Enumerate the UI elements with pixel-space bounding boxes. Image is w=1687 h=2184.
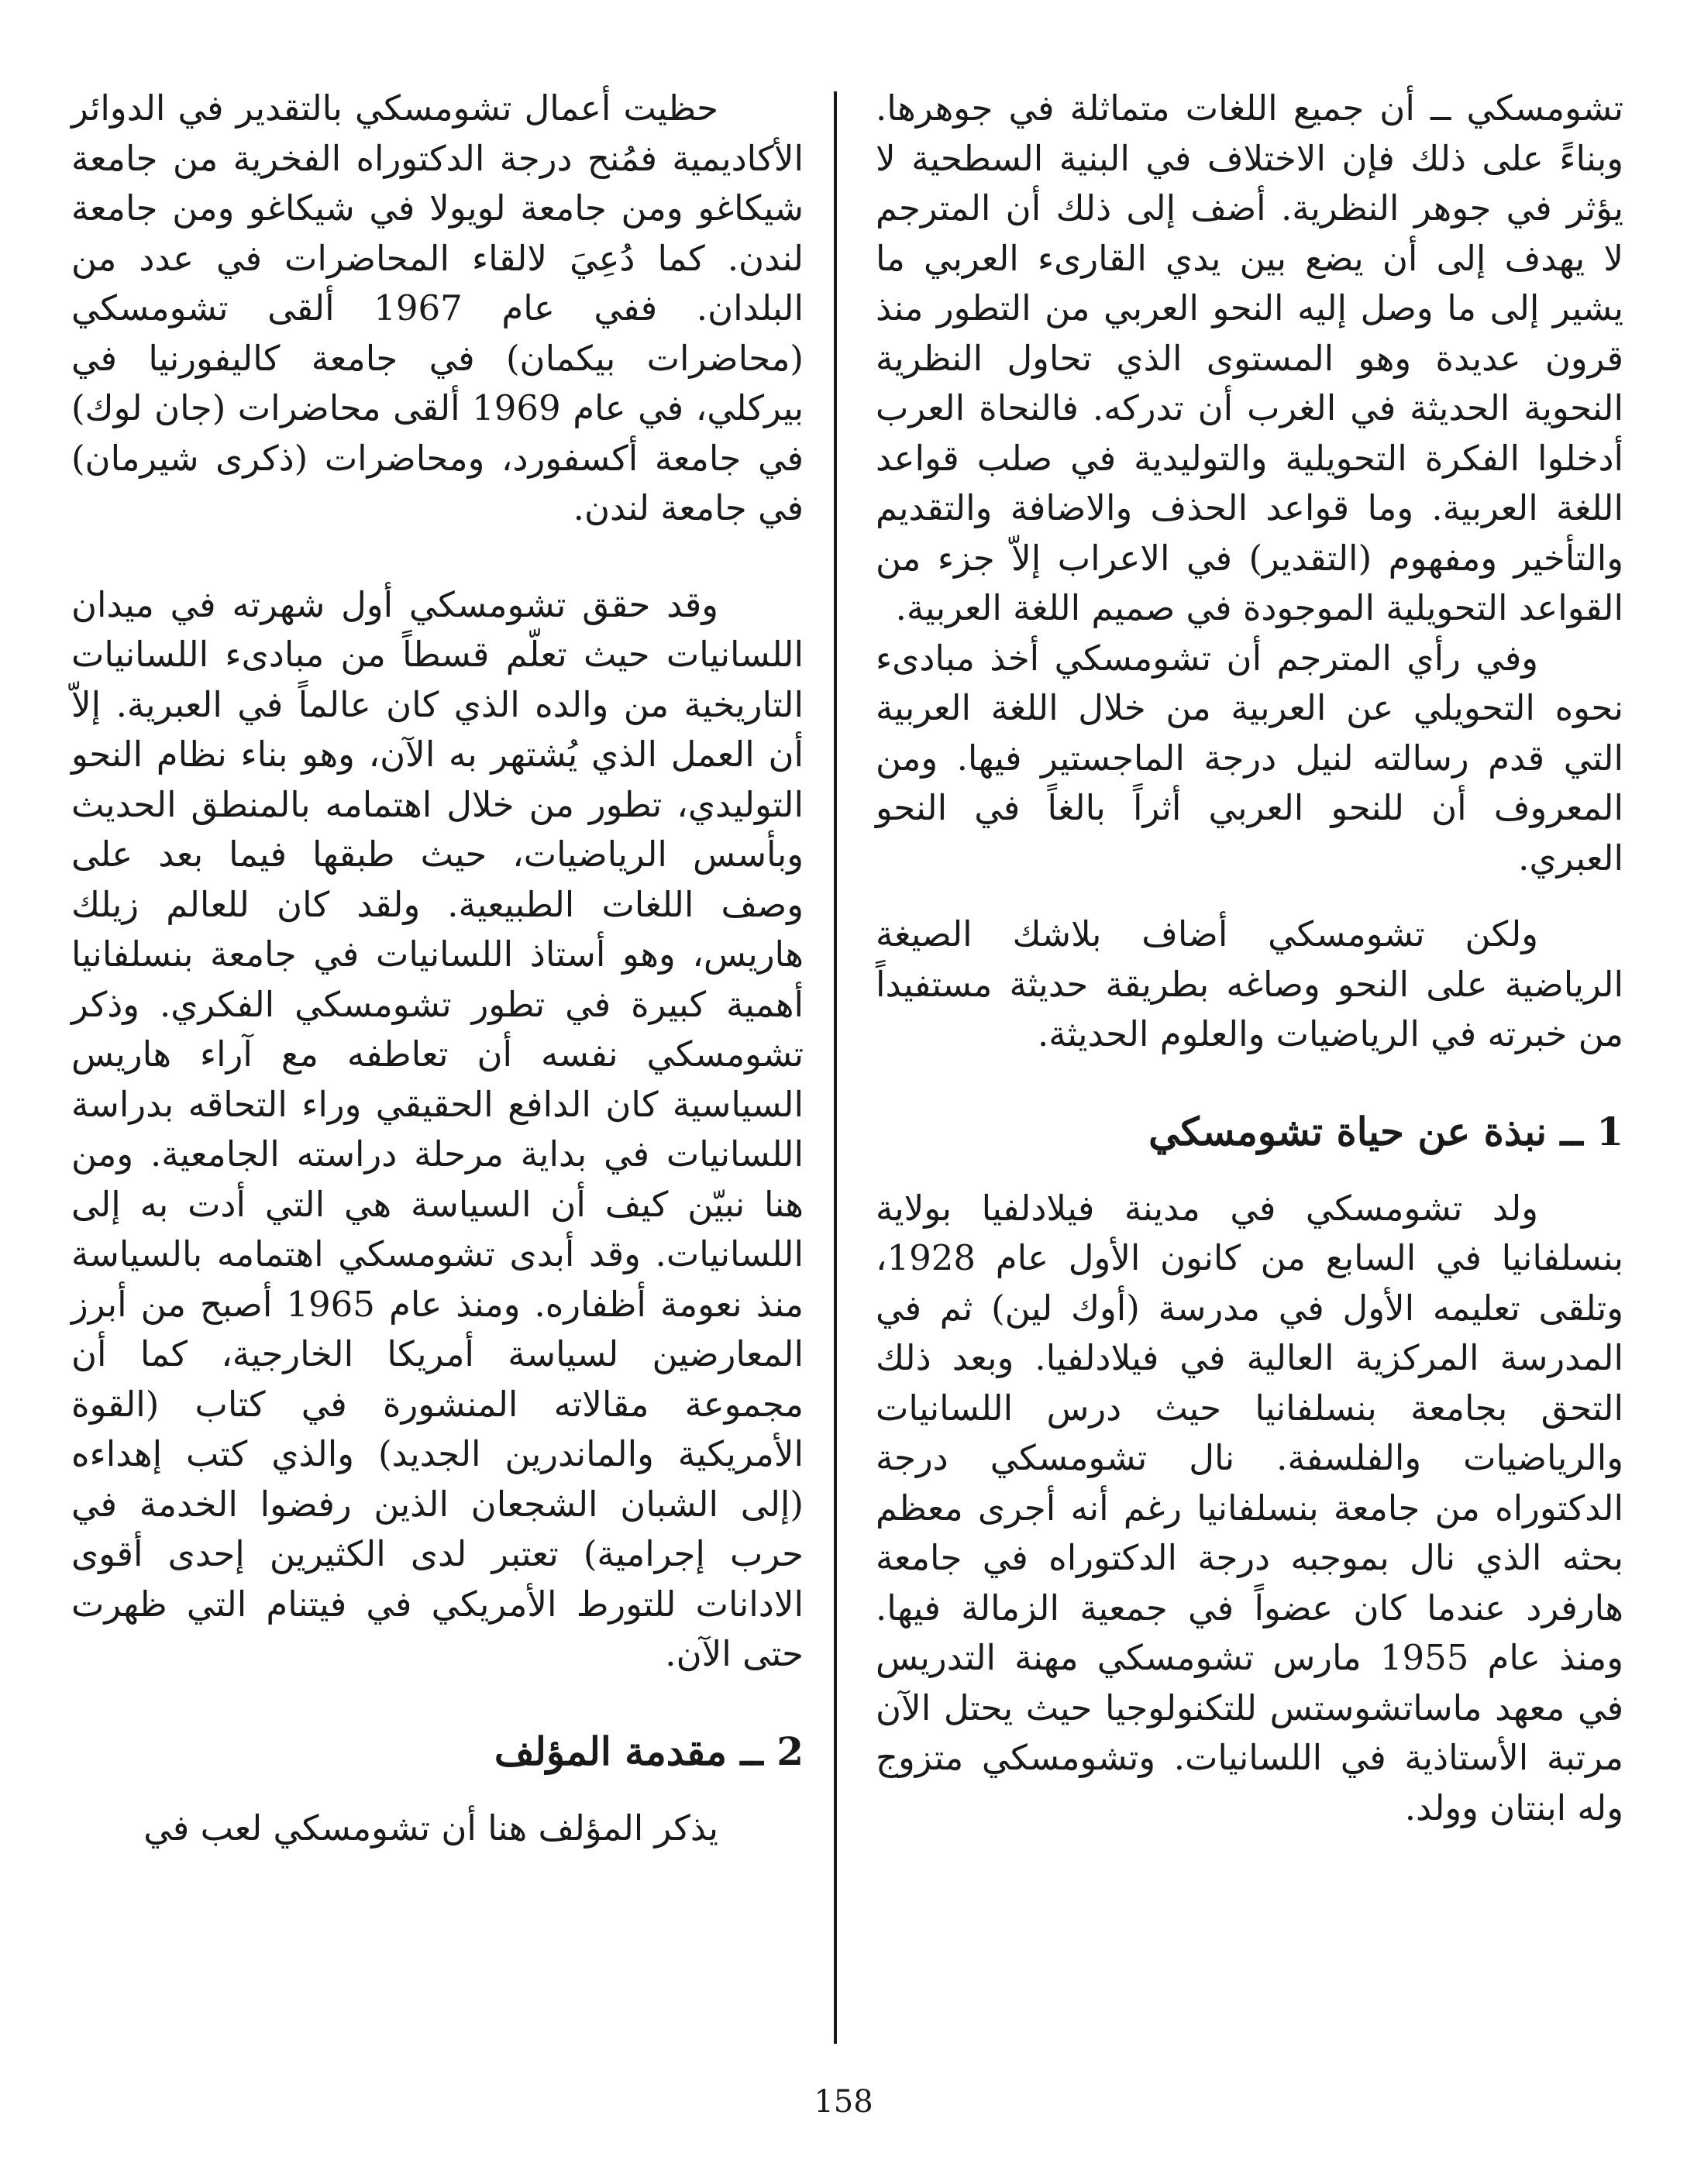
right-paragraph-3: ولكن تشومسكي أضاف بلاشك الصيغة الرياضية على النحو وصاغه بطريقة حديثة مستفيداً من خبرته في الرياضيات والعلوم الحديثة. [876, 913, 1623, 1054]
section-heading-author-intro: 2 ــ مقدمة المؤلف [494, 1728, 804, 1774]
right-paragraph-2: وفي رأي المترجم أن تشومسكي أخذ مبادىء نحوه التحويلي عن العربية من خلال اللغة العربية التي قدم رسالته لنيل درجة الماجستير فيها. ومن المعروف أن للنحو العربي أثراً بالغاً في النحو العبري. [876, 637, 1623, 879]
section-heading-biography: 1 ــ نبذة عن حياة تشومسكي [1148, 1108, 1623, 1154]
right-column [876, 84, 1623, 1833]
column-divider [834, 91, 837, 2044]
left-paragraph-1: حظيت أعمال تشومسكي بالتقدير في الدوائر الأكاديمية فمُنح درجة الدكتوراه الفخرية من جامعة شيكاغو ومن جامعة لويولا في شيكاغو ومن جامعة لندن. كما دُعِيَ لالقاء المحاضرات في عدد من البلدان. ففي عام 1967 ألقى تشومسكي (محاضرات بيكمان) في جامعة كاليفورنيا في بيركلي، في عام 1969 ألقى محاضرات (جان لوك) في جامعة أكسفورد، ومحاضرات (ذكرى شيرمان) في جامعة لندن. [71, 88, 804, 528]
right-paragraph-1: تشومسكي ــ أن جميع اللغات متماثلة في جوهرها. وبناءً على ذلك فإن الاختلاف في البنية السطحية لا يؤثر في جوهر النظرية. أضف إلى ذلك أن المترجم لا يهدف إلى أن يضع بين يدي القارىء العربي ما يشير إلى ما وصل إليه النحو العربي من التطور منذ قرون عديدة وهو المستوى الذي تحاول النظرية النحوية الحديثة في الغرب أن تدركه. فالنحاة العرب أدخلوا الفكرة التحويلية والتوليدية في صلب قواعد اللغة العربية. وما قواعد الحذف والاضافة والتقديم والتأخير ومفهوم (التقدير) في الاعراب إلاّ جزء من القواعد التحويلية الموجودة في صميم اللغة العربية. [876, 88, 1623, 628]
left-column [71, 84, 804, 1853]
left-paragraph-2: وقد حقق تشومسكي أول شهرته في ميدان اللسانيات حيث تعلّم قسطاً من مبادىء اللسانيات التاريخية من والده الذي كان عالماً في العبرية. إلاّ أن العمل الذي يُشتهر به الآن، وهو بناء نظام النحو التوليدي، تطور من خلال اهتمامه بالمنطق الحديث وبأسس الرياضيات، حيث طبقها فيما بعد على وصف اللغات الطبيعية. ولقد كان للعالم زيلك هاريس، وهو أستاذ اللسانيات في جامعة بنسلفانيا أهمية كبيرة في تطور تشومسكي الفكري. وذكر تشومسكي نفسه أن تعاطفه مع آراء هاريس السياسية كان الدافع الحقيقي وراء التحاقه بدراسة اللسانيات في بداية مرحلة دراسته الجامعية. ومن هنا نبيّن كيف أن السياسة هي التي أدت به إلى اللسانيات. وقد أبدى تشومسكي اهتمامه بالسياسة منذ نعومة أظفاره. ومنذ عام 1965 أصبح من أبرز المعارضين لسياسة أمريكا الخارجية، كما أن مجموعة مقالاته المنشورة في كتاب (القوة الأمريكية والماندرين الجديد) والذي كتب إهداءه (إلى الشبان الشجعان الذين رفضوا الخدمة في حرب إجرامية) تعتبر لدى الكثيرين إحدى أقوى الادانات للتورط الأمريكي في فيتنام التي ظهرت حتى الآن. [71, 583, 804, 1674]
page-number: 158 [814, 2084, 873, 2120]
left-paragraph-3: يذكر المؤلف هنا أن تشومسكي لعب في [143, 1807, 718, 1849]
right-paragraph-4: ولد تشومسكي في مدينة فيلادلفيا بولاية بنسلفانيا في السابع من كانون الأول عام 1928، وتلقى تعليمه الأول في مدرسة (أوك لين) ثم في المدرسة المركزية العالية في فيلادلفيا. وبعد ذلك التحق بجامعة بنسلفانيا حيث درس اللسانيات والرياضيات والفلسفة. نال تشومسكي درجة الدكتوراه من جامعة بنسلفانيا رغم أنه أجرى معظم بحثه الذي نال بموجبه درجة الدكتوراه في جامعة هارفرد عندما كان عضواً في جمعية الزمالة فيها. ومنذ عام 1955 مارس تشومسكي مهنة التدريس في معهد ماساتشوستس للتكنولوجيا حيث يحتل الآن مرتبة الأستاذية في اللسانيات. وتشومسكي متزوج وله ابنتان وولد. [876, 1187, 1623, 1828]
